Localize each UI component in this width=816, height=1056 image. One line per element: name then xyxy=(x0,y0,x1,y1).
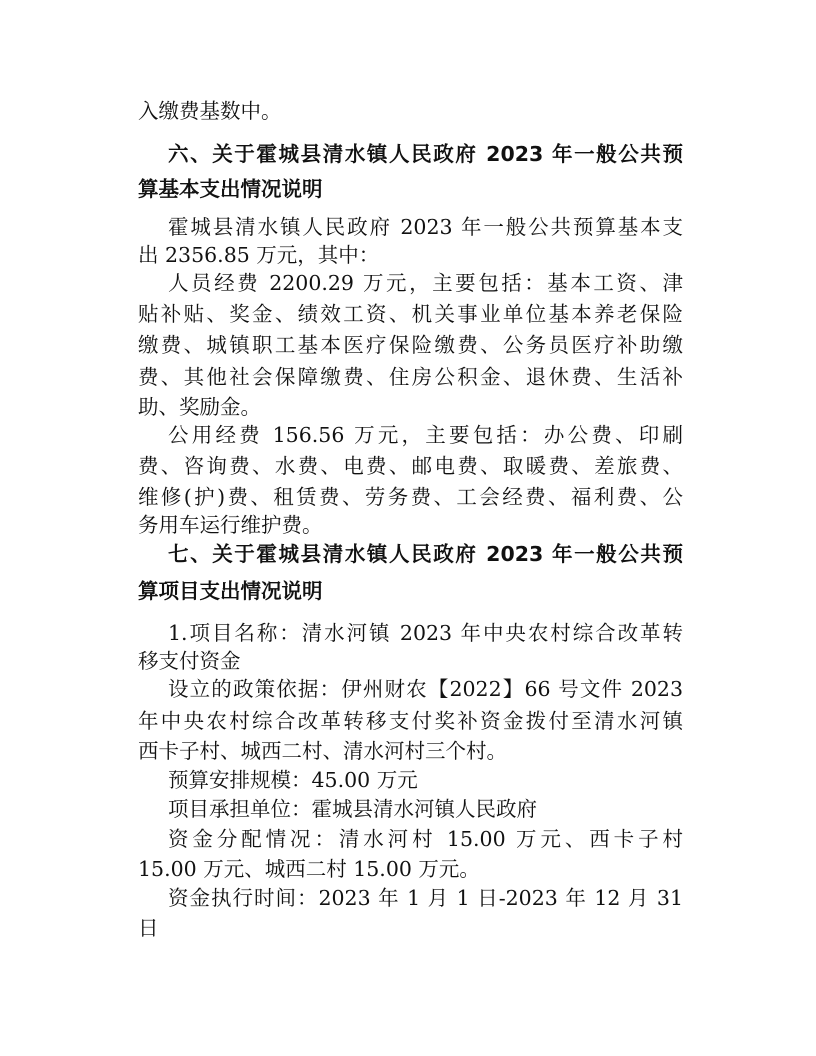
paragraph-line: 务用车运行维护费。 xyxy=(138,513,323,537)
paragraph-line: 人员经费 2200.29 万元，主要包括：基本工资、津 xyxy=(168,271,683,295)
paragraph-line: 缴费、城镇职工基本医疗保险缴费、公务员医疗补助缴 xyxy=(138,333,683,357)
paragraph-line: 费、咨询费、水费、电费、邮电费、取暖费、差旅费、 xyxy=(138,454,683,478)
section-heading-seven-line-2: 算项目支出情况说明 xyxy=(138,579,323,603)
paragraph-line: 公用经费 156.56 万元，主要包括：办公费、印刷 xyxy=(168,423,683,447)
paragraph-line: 年中央农村综合改革转移支付奖补资金拨付至清水河镇 xyxy=(138,709,683,733)
paragraph-line: 资金分配情况：清水河村 15.00 万元、西卡子村 xyxy=(168,827,683,851)
section-heading-seven-line-1: 七、关于霍城县清水镇人民政府 2023 年一般公共预 xyxy=(168,542,683,566)
paragraph-line: 项目承担单位：霍城县清水河镇人民政府 xyxy=(168,797,537,821)
paragraph-line: 入缴费基数中。 xyxy=(138,99,282,123)
paragraph-line: 助、奖励金。 xyxy=(138,395,261,419)
paragraph-line: 设立的政策依据：伊州财农【2022】66 号文件 2023 xyxy=(168,677,683,701)
paragraph-line: 霍城县清水镇人民政府 2023 年一般公共预算基本支 xyxy=(168,215,683,239)
paragraph-line: 日 xyxy=(138,916,159,940)
paragraph-line: 西卡子村、城西二村、清水河村三个村。 xyxy=(138,739,507,763)
section-heading-six-line-1: 六、关于霍城县清水镇人民政府 2023 年一般公共预 xyxy=(168,142,683,166)
paragraph-line: 15.00 万元、城西二村 15.00 万元。 xyxy=(138,857,480,881)
paragraph-line: 费、其他社会保障缴费、住房公积金、退休费、生活补 xyxy=(138,365,683,389)
section-heading-six-line-2: 算基本支出情况说明 xyxy=(138,177,323,201)
paragraph-line: 1.项目名称：清水河镇 2023 年中央农村综合改革转 xyxy=(168,621,683,645)
paragraph-line: 贴补贴、奖金、绩效工资、机关事业单位基本养老保险 xyxy=(138,302,683,326)
paragraph-line: 出 2356.85 万元，其中： xyxy=(138,243,380,267)
paragraph-line: 资金执行时间：2023 年 1 月 1 日-2023 年 12 月 31 xyxy=(168,886,683,910)
paragraph-line: 移支付资金 xyxy=(138,649,241,673)
paragraph-line: 预算安排规模：45.00 万元 xyxy=(168,768,418,792)
paragraph-line: 维修(护)费、租赁费、劳务费、工会经费、福利费、公 xyxy=(138,485,683,509)
